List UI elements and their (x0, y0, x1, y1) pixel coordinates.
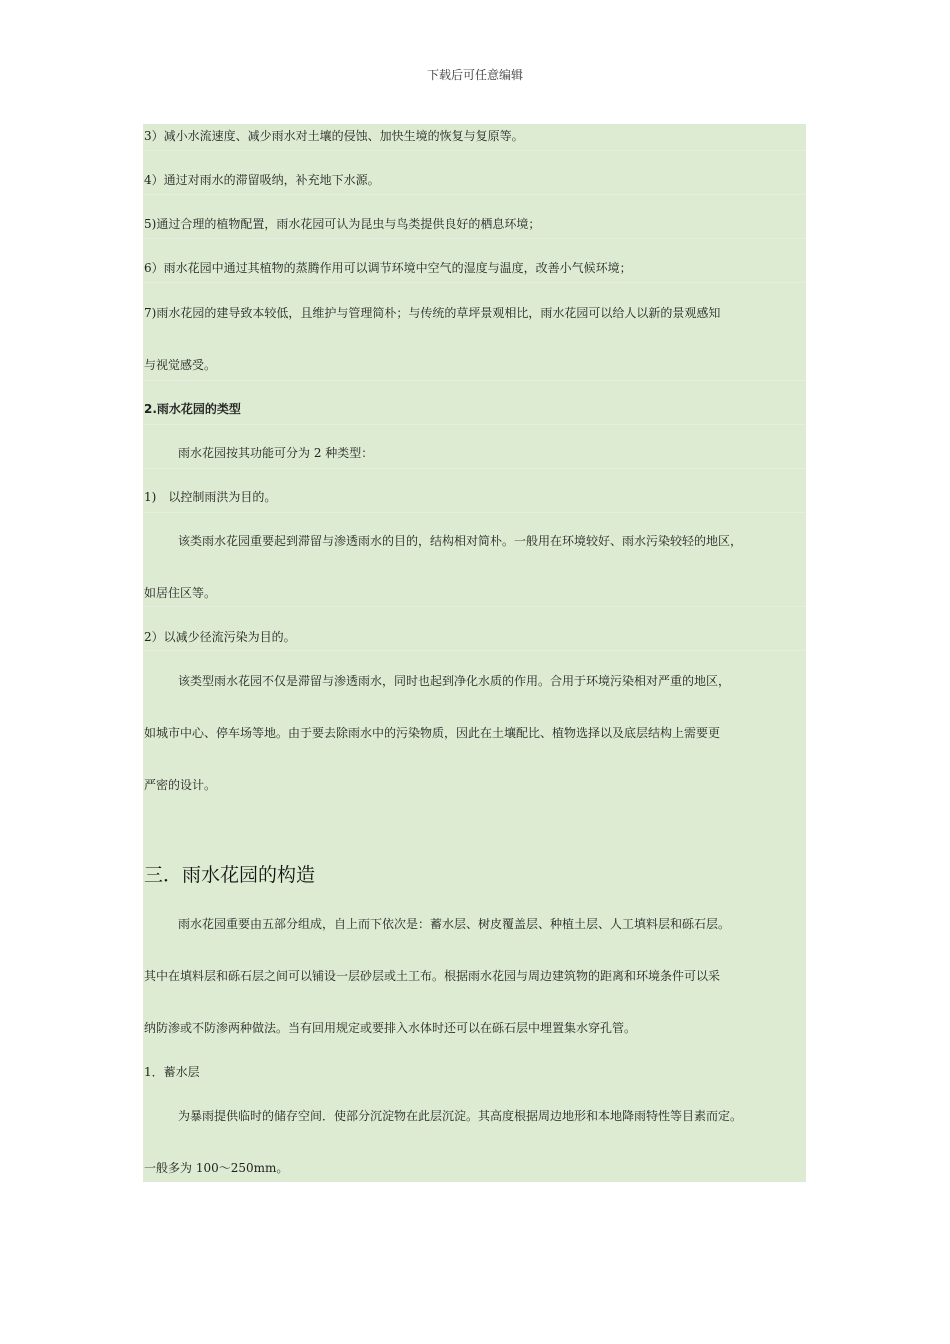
row-divider (143, 282, 806, 283)
row-divider (143, 150, 806, 151)
row-divider (143, 512, 806, 513)
list-item: 1) 以控制雨洪为目的。 (144, 490, 277, 504)
body-line: 4）通过对雨水的滞留吸纳，补充地下水源。 (144, 173, 380, 187)
body-line: 如城市中心、停车场等地。由于要去除雨水中的污染物质，因此在土壤配比、植物选择以及底层结构上需要更 (144, 726, 721, 740)
page-header: 下载后可任意编辑 (426, 68, 523, 82)
body-line: 该类型雨水花园不仅是滞留与渗透雨水，同时也起到净化水质的作用。合用于环境污染相对严重的地区， (178, 674, 731, 688)
row-divider (143, 606, 806, 607)
body-line: 雨水花园按其功能可分为 2 种类型： (178, 446, 374, 460)
body-line: 5)通过合理的植物配置，雨水花园可认为昆虫与鸟类提供良好的栖息环境； (144, 217, 541, 231)
body-line: 3）减小水流速度、减少雨水对土壤的侵蚀、加快生境的恢复与复原等。 (144, 129, 524, 143)
body-line: 严密的设计。 (144, 778, 217, 792)
row-divider (143, 238, 806, 239)
list-item: 2）以减少径流污染为目的。 (144, 630, 296, 644)
row-divider (143, 380, 806, 381)
section-heading: 三．雨水花园的构造 (144, 864, 316, 886)
subsection-heading: 2.雨水花园的类型 (144, 402, 241, 416)
body-line: 纳防渗或不防渗两种做法。当有回用规定或要排入水体时还可以在砾石层中埋置集水穿孔管。 (144, 1021, 637, 1035)
body-line: 该类雨水花园重要起到滞留与渗透雨水的目的，结构相对简朴。一般用在环境较好、雨水污染较轻的地区， (178, 534, 743, 548)
body-line: 其中在填料层和砾石层之间可以铺设一层砂层或土工布。根据雨水花园与周边建筑物的距离和环境条件可以采 (144, 969, 721, 983)
body-line: 一般多为 100～250mm。 (144, 1161, 289, 1175)
body-line: 与视觉感受。 (144, 358, 217, 372)
list-item: 1．蓄水层 (144, 1065, 200, 1079)
row-divider (143, 468, 806, 469)
row-divider (143, 424, 806, 425)
row-divider (143, 650, 806, 651)
body-line: 如居住区等。 (144, 586, 217, 600)
body-line: 7)雨水花园的建导致本较低，且维护与管理简朴；与传统的草坪景观相比，雨水花园可以给人以新的景观感知 (144, 306, 721, 320)
body-line: 雨水花园重要由五部分组成，自上而下依次是：蓄水层、树皮覆盖层、种植土层、人工填料层和砾石层。 (178, 917, 731, 931)
body-line: 为暴雨提供临时的储存空间．使部分沉淀物在此层沉淀。其高度根据周边地形和本地降雨特性等目素而定。 (178, 1109, 743, 1123)
row-divider (143, 194, 806, 195)
body-line: 6）雨水花园中通过其植物的蒸腾作用可以调节环境中空气的湿度与温度，改善小气候环境； (144, 261, 632, 275)
highlight-block-bottom (143, 798, 806, 1182)
